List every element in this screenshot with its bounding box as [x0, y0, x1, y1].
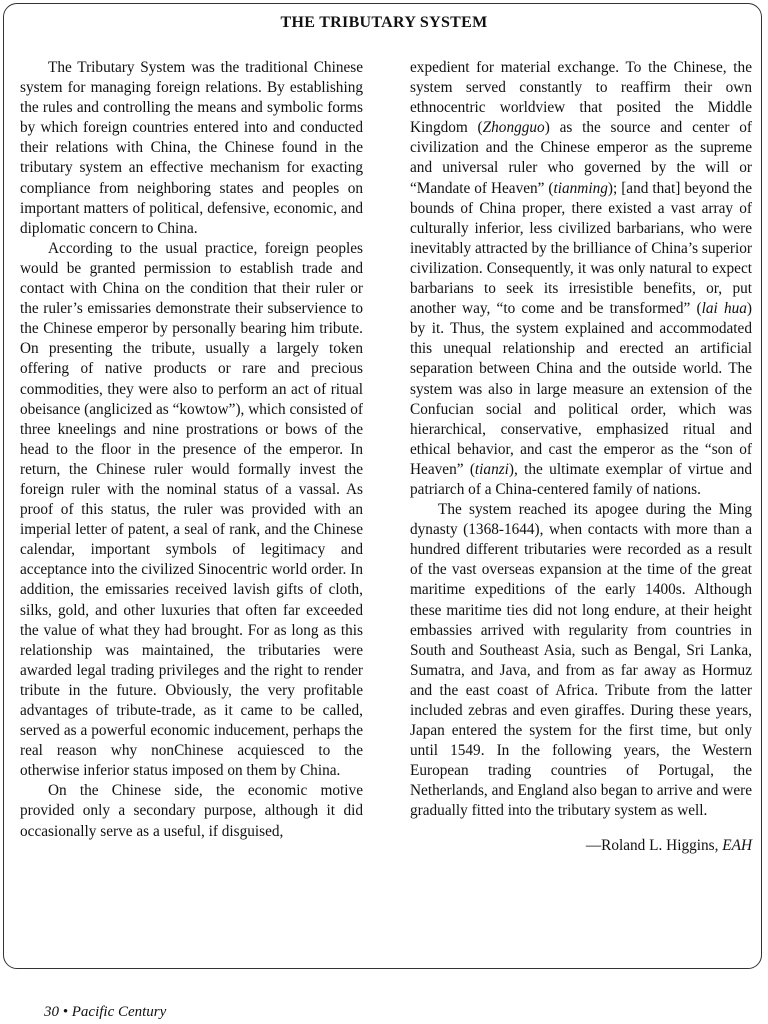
- text-run: ) by it. Thus, the system explained and accommodated this unequal relationship and erected an artificial separation between China and the outside world. The system was also in large measure an extension of the Confucian social and political order, which was hierarchical, conservative, emphasized ritual and ethical behavior, and cast the emperor as the “son of Heaven” (: [410, 300, 752, 478]
- text-run: ); [and that] beyond the bounds of China proper, there existed a vast array of culturally inferior, less civilized barbarians, who were inevitably attracted by the brilliance of China’s superior civilization. Consequently, it was only natural to expect barbarians to seek its irresistible benefits, or, put another way, “to come and be transformed” (: [410, 179, 752, 318]
- paragraph: The Tributary System was the traditional Chinese system for managing foreign relations. By establishing the rules and controlling the means and symbolic forms by which foreign countries entered into and conducted their relations with China, the Chinese found in the tributary system an effective mechanism for exacting compliance from neighboring states and peoples on important matters of political, defensive, economic, and diplomatic concern to China.: [20, 59, 363, 237]
- paragraph-continued: [410, 58, 752, 500]
- text-run: expedient for material exchange. To the Chinese, the system served constantly to reaffirm their own ethnocentric worldview that posited the Middle Kingdom (: [410, 59, 752, 137]
- text-run: ) as the source and center of civilization and the Chinese emperor as the supreme and universal ruler who governed by the will or “Mandate of Heaven” (: [410, 119, 752, 197]
- italic-term: lai hua: [701, 300, 747, 318]
- author-name: —Roland L. Higgins,: [585, 836, 723, 854]
- paragraph: The system reached its apogee during the Ming dynasty (1368-1644), when contacts with more than a hundred different tributaries were recorded as a result of the vast overseas expansion at the time of the great maritime expeditions of the early 1400s. Although these maritime ties did not long endure, at their height embassies arrived with regularity from countries in South and Southeast Asia, such as Bengal, Sri Lanka, Sumatra, and Java, and from as far away as Hormuz and the east coast of Africa. Tribute from the latter included zebras and even giraffes. During these years, Japan entered the system for the first time, but only until 1549. In the following years, the Western European trading countries of Portugal, the Netherlands, and England also began to arrive and were gradually fitted into the tributary system as well.: [410, 501, 752, 820]
- signature: [410, 836, 752, 856]
- left-column: [20, 58, 363, 842]
- paragraph: According to the usual practice, foreign peoples would be granted permission to establish trade and contact with China on the condition that their ruler or the ruler’s emissaries demonstrate their subservience to the Chinese emperor by personally bearing him tribute. On presenting the tribute, usually a largely token offering of native products or rare and precious commodities, they were also to perform an act of ritual obeisance (anglicized as “kowtow”), which consisted of three kneelings and nine prostrations or bows of the head to the floor in the presence of the emperor. In return, the Chinese ruler would formally invest the foreign ruler with the nominal status of a vassal. As proof of this status, the ruler was provided with an imperial letter of patent, a seal of rank, and the Chinese calendar, important symbols of legitimacy and acceptance into the civilized Sinocentric world order. In addition, the emissaries received lavish gifts of cloth, silks, gold, and other luxuries that often far exceeded the value of what they had brought. For as long as this relationship was maintained, the tributaries were awarded legal trading privileges and the right to render tribute in the future. Obviously, the very profitable advantages of tribute-trade, as it came to be called, served as a powerful economic inducement, perhaps the real reason why nonChinese acquiesced to the otherwise inferior status imposed on them by China.: [20, 239, 363, 780]
- page-footer: 30 • Pacific Century: [44, 1004, 167, 1020]
- paragraph: On the Chinese side, the economic motive provided only a secondary purpose, although it did occasionally serve as a useful, if disguised,: [20, 782, 363, 840]
- right-column: [410, 58, 752, 856]
- article-title: THE TRIBUTARY SYSTEM: [280, 14, 488, 31]
- italic-term: tianming: [553, 179, 608, 197]
- text-run: ), the ultimate exemplar of virtue and patriarch of a China-centered family of nations.: [410, 460, 752, 498]
- italic-term: tianzi: [474, 460, 509, 478]
- italic-term: Zhongguo: [482, 119, 545, 137]
- source-abbrev: EAH: [722, 836, 752, 854]
